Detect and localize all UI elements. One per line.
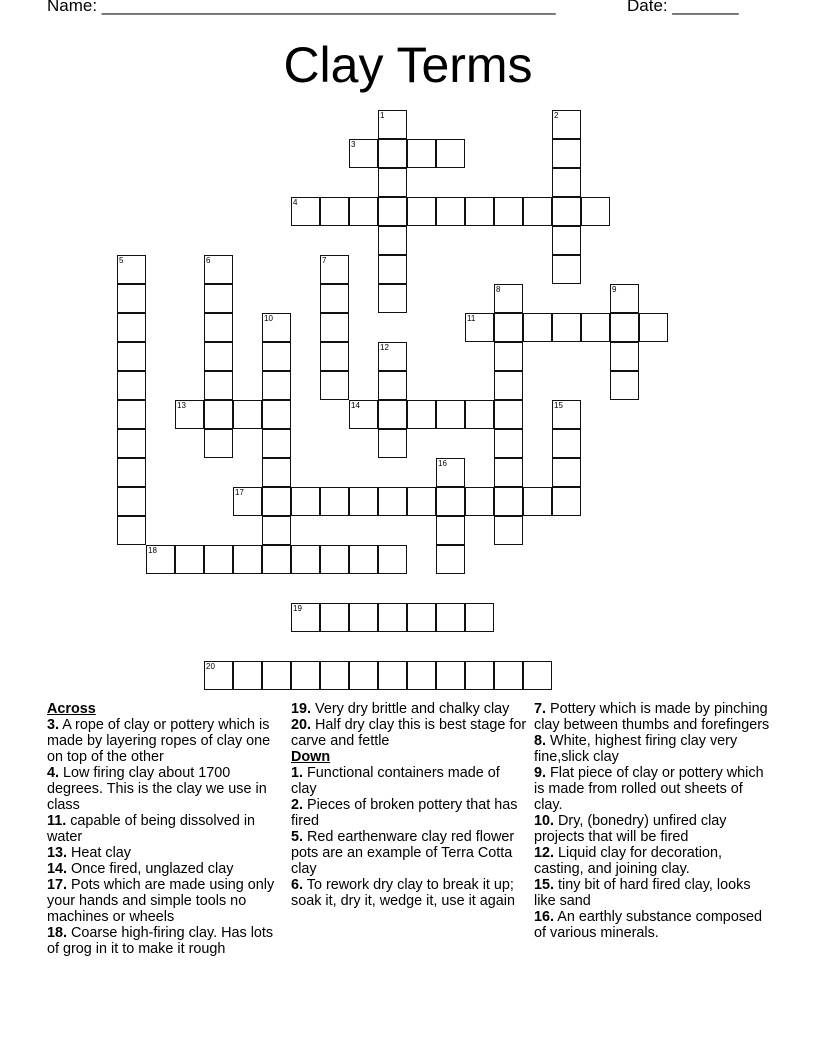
grid-cell[interactable]	[523, 313, 552, 342]
grid-cell[interactable]	[494, 458, 523, 487]
grid-cell[interactable]	[436, 458, 465, 487]
grid-cell[interactable]	[494, 429, 523, 458]
cell-number: 8	[496, 285, 501, 294]
clue-across-20: 20. Half dry clay this is best stage for carve and fettle	[291, 717, 527, 749]
cell-number: 6	[206, 256, 211, 265]
grid-cell[interactable]	[204, 342, 233, 371]
grid-cell[interactable]	[262, 458, 291, 487]
grid-cell[interactable]	[494, 313, 523, 342]
clue-text: Low firing clay about 1700 degrees. This is the clay we use in class	[47, 765, 267, 813]
grid-cell[interactable]	[320, 487, 349, 516]
clue-text: Once fired, unglazed clay	[71, 861, 234, 877]
grid-cell[interactable]	[436, 545, 465, 574]
clue-number: 3	[47, 717, 56, 733]
grid-cell[interactable]	[146, 545, 175, 574]
grid-cell[interactable]	[407, 400, 436, 429]
grid-cell[interactable]	[465, 313, 494, 342]
grid-cell[interactable]	[204, 313, 233, 342]
grid-cell[interactable]	[436, 516, 465, 545]
clue-number: 11	[47, 813, 63, 829]
grid-cell[interactable]	[378, 400, 407, 429]
grid-cell[interactable]	[291, 545, 320, 574]
grid-cell[interactable]	[436, 197, 465, 226]
grid-cell[interactable]	[117, 313, 146, 342]
grid-cell[interactable]	[552, 400, 581, 429]
grid-cell[interactable]	[233, 545, 262, 574]
grid-cell[interactable]	[610, 371, 639, 400]
down-heading: Down	[291, 749, 331, 765]
grid-cell[interactable]	[262, 371, 291, 400]
across-heading: Across	[47, 701, 96, 717]
clue-down-5: 5. Red earthenware clay red flower pots are an example of Terra Cotta clay	[291, 829, 515, 877]
grid-cell[interactable]	[378, 139, 407, 168]
cell-number: 5	[119, 256, 124, 265]
clue-down-8: 8. White, highest firing clay very fine,slick clay	[534, 733, 738, 765]
grid-cell[interactable]	[552, 429, 581, 458]
grid-cell[interactable]	[117, 284, 146, 313]
clue-text: Functional containers made of clay	[291, 765, 500, 797]
grid-cell[interactable]	[378, 226, 407, 255]
grid-cell[interactable]	[117, 429, 146, 458]
clue-across-14: 14. Once fired, unglazed clay	[47, 861, 234, 877]
grid-cell[interactable]	[407, 487, 436, 516]
clue-down-2: 2. Pieces of broken pottery that has fired	[291, 797, 518, 829]
grid-cell[interactable]	[291, 661, 320, 690]
clue-across-18: 18. Coarse high-firing clay. Has lots of grog in it to make it rough	[47, 925, 274, 957]
clue-column-3	[534, 701, 770, 941]
grid-cell[interactable]	[320, 255, 349, 284]
grid-cell[interactable]	[262, 487, 291, 516]
name-blank[interactable]: ________________________________________________	[101, 0, 556, 15]
grid-cell[interactable]	[117, 342, 146, 371]
clue-down-15: 15. tiny bit of hard fired clay, looks like sand	[534, 877, 751, 909]
grid-cell[interactable]	[117, 371, 146, 400]
grid-cell[interactable]	[552, 197, 581, 226]
cell-number: 15	[554, 401, 563, 410]
clue-text: A rope of clay or pottery which is made by layering ropes of clay one on top of the other	[47, 717, 271, 765]
clue-number: 5	[291, 829, 300, 845]
grid-cell[interactable]	[262, 342, 291, 371]
grid-cell[interactable]	[204, 400, 233, 429]
grid-cell[interactable]	[117, 255, 146, 284]
grid-cell[interactable]	[349, 545, 378, 574]
grid-cell[interactable]	[204, 661, 233, 690]
grid-cell[interactable]	[465, 661, 494, 690]
grid-cell[interactable]	[465, 400, 494, 429]
cell-number: 17	[235, 488, 244, 497]
grid-cell[interactable]	[494, 371, 523, 400]
grid-cell[interactable]	[494, 516, 523, 545]
grid-cell[interactable]	[407, 661, 436, 690]
grid-cell[interactable]	[262, 313, 291, 342]
cell-number: 3	[351, 140, 356, 149]
grid-cell[interactable]	[378, 342, 407, 371]
cell-number: 19	[293, 604, 302, 613]
grid-cell[interactable]	[204, 545, 233, 574]
grid-cell[interactable]	[175, 545, 204, 574]
clue-down-7: 7. Pottery which is made by pinching clay between thumbs and forefingers	[534, 701, 770, 733]
clue-number: 7	[534, 701, 543, 717]
grid-cell[interactable]	[436, 139, 465, 168]
grid-cell[interactable]	[291, 487, 320, 516]
clue-number: 20	[291, 717, 308, 733]
grid-cell[interactable]	[320, 342, 349, 371]
grid-cell[interactable]	[494, 342, 523, 371]
clue-number: 18	[47, 925, 64, 941]
grid-cell[interactable]	[117, 516, 146, 545]
clue-number: 10	[534, 813, 551, 829]
clue-down-1: 1. Functional containers made of clay	[291, 765, 500, 797]
clue-number: 9	[534, 765, 543, 781]
grid-cell[interactable]	[291, 197, 320, 226]
clue-text: Pottery which is made by pinching clay between thumbs and forefingers	[534, 701, 770, 733]
grid-cell[interactable]	[494, 487, 523, 516]
grid-cell[interactable]	[523, 661, 552, 690]
grid-cell[interactable]	[378, 197, 407, 226]
grid-cell[interactable]	[552, 226, 581, 255]
grid-cell[interactable]	[378, 371, 407, 400]
grid-cell[interactable]	[378, 545, 407, 574]
clue-number: 14	[47, 861, 64, 877]
clue-text: tiny bit of hard fired clay, looks like sand	[534, 877, 751, 909]
grid-cell[interactable]	[320, 284, 349, 313]
cell-number: 7	[322, 256, 327, 265]
grid-cell[interactable]	[320, 603, 349, 632]
clue-number: 1	[291, 765, 300, 781]
grid-cell[interactable]	[262, 400, 291, 429]
grid-cell[interactable]	[349, 661, 378, 690]
clue-number: 2	[291, 797, 300, 813]
grid-cell[interactable]	[523, 197, 552, 226]
grid-cell[interactable]	[349, 603, 378, 632]
clue-number: 4	[47, 765, 56, 781]
clue-text: Red earthenware clay red flower pots are an example of Terra Cotta clay	[291, 829, 515, 877]
clue-down-6: 6. To rework dry clay to break it up; soak it, dry it, wedge it, use it again	[291, 877, 515, 909]
grid-cell[interactable]	[291, 603, 320, 632]
grid-cell[interactable]	[233, 400, 262, 429]
clue-number: 8	[534, 733, 543, 749]
grid-cell[interactable]	[407, 197, 436, 226]
clue-down-9: 9. Flat piece of clay or pottery which is made from rolled out sheets of clay.	[534, 765, 764, 813]
grid-cell[interactable]	[436, 400, 465, 429]
grid-cell[interactable]	[407, 603, 436, 632]
grid-cell[interactable]	[581, 313, 610, 342]
clue-text: Liquid clay for decoration, casting, and joining clay.	[534, 845, 723, 877]
clue-text: White, highest firing clay very fine,slick clay	[534, 733, 738, 765]
clue-text: Pieces of broken pottery that has fired	[291, 797, 518, 829]
date-label: Date:	[627, 0, 673, 15]
clue-across-13: 13. Heat clay	[47, 845, 132, 861]
grid-cell[interactable]	[494, 284, 523, 313]
grid-cell[interactable]	[378, 603, 407, 632]
grid-cell[interactable]	[552, 487, 581, 516]
name-label: Name:	[47, 0, 102, 15]
grid-cell[interactable]	[204, 371, 233, 400]
cell-number: 11	[467, 314, 476, 323]
clue-number: 19	[291, 701, 308, 717]
cell-number: 18	[148, 546, 157, 555]
grid-cell[interactable]	[175, 400, 204, 429]
cell-number: 14	[351, 401, 360, 410]
clue-column-2	[291, 701, 527, 909]
grid-cell[interactable]	[204, 255, 233, 284]
clue-number: 6	[291, 877, 300, 893]
grid-cell[interactable]	[610, 313, 639, 342]
grid-cell[interactable]	[378, 487, 407, 516]
clue-across-19: 19. Very dry brittle and chalky clay	[291, 701, 510, 717]
clue-column-1	[47, 701, 283, 957]
grid-cell[interactable]	[349, 139, 378, 168]
clue-text: Dry, (bonedry) unfired clay projects that will be fired	[534, 813, 727, 845]
cell-number: 10	[264, 314, 273, 323]
grid-cell[interactable]	[320, 313, 349, 342]
cell-number: 1	[380, 111, 385, 120]
grid-cell[interactable]	[465, 197, 494, 226]
grid-cell[interactable]	[610, 342, 639, 371]
clue-text: Coarse high-firing clay. Has lots of grog in it to make it rough	[47, 925, 274, 957]
grid-cell[interactable]	[378, 661, 407, 690]
clue-text: Very dry brittle and chalky clay	[315, 701, 510, 717]
clue-across-3: 3. A rope of clay or pottery which is made by layering ropes of clay one on top of the other	[47, 717, 271, 765]
grid-cell[interactable]	[320, 545, 349, 574]
grid-cell[interactable]	[436, 603, 465, 632]
cell-number: 9	[612, 285, 617, 294]
cell-number: 16	[438, 459, 447, 468]
grid-cell[interactable]	[494, 400, 523, 429]
grid-cell[interactable]	[320, 371, 349, 400]
grid-cell[interactable]	[320, 197, 349, 226]
clue-text: Pots which are made using only your hands and simple tools no machines or wheels	[47, 877, 275, 925]
grid-cell[interactable]	[610, 284, 639, 313]
grid-cell[interactable]	[552, 313, 581, 342]
grid-cell[interactable]	[552, 255, 581, 284]
grid-cell[interactable]	[320, 661, 349, 690]
grid-cell[interactable]	[552, 458, 581, 487]
clue-number: 12	[534, 845, 551, 861]
grid-cell[interactable]	[262, 661, 291, 690]
grid-cell[interactable]	[349, 400, 378, 429]
cell-number: 12	[380, 343, 389, 352]
grid-cell[interactable]	[262, 429, 291, 458]
clue-text: An earthly substance composed of various minerals.	[534, 909, 763, 941]
clue-text: To rework dry clay to break it up; soak it, dry it, wedge it, use it again	[291, 877, 515, 909]
clue-across-17: 17. Pots which are made using only your hands and simple tools no machines or wheels	[47, 877, 275, 925]
grid-cell[interactable]	[378, 255, 407, 284]
grid-cell[interactable]	[436, 487, 465, 516]
grid-cell[interactable]	[639, 313, 668, 342]
clue-across-4: 4. Low firing clay about 1700 degrees. This is the clay we use in class	[47, 765, 267, 813]
grid-cell[interactable]	[204, 429, 233, 458]
grid-cell[interactable]	[117, 400, 146, 429]
clue-number: 16	[534, 909, 551, 925]
grid-cell[interactable]	[117, 487, 146, 516]
grid-cell[interactable]	[349, 197, 378, 226]
grid-cell[interactable]	[465, 487, 494, 516]
grid-cell[interactable]	[581, 197, 610, 226]
grid-cell[interactable]	[465, 603, 494, 632]
grid-cell[interactable]	[233, 661, 262, 690]
clue-text: Flat piece of clay or pottery which is made from rolled out sheets of clay.	[534, 765, 764, 813]
grid-cell[interactable]	[552, 139, 581, 168]
clue-text: Heat clay	[71, 845, 132, 861]
grid-cell[interactable]	[494, 197, 523, 226]
grid-cell[interactable]	[378, 110, 407, 139]
page-title: Clay Terms	[283, 37, 533, 93]
date-blank[interactable]: _______	[672, 0, 739, 15]
clue-down-16: 16. An earthly substance composed of various minerals.	[534, 909, 763, 941]
grid-cell[interactable]	[436, 661, 465, 690]
clue-down-10: 10. Dry, (bonedry) unfired clay projects that will be fired	[534, 813, 727, 845]
clue-number: 17	[47, 877, 64, 893]
grid-cell[interactable]	[407, 139, 436, 168]
cell-number: 4	[293, 198, 298, 207]
grid-cell[interactable]	[378, 284, 407, 313]
grid-cell[interactable]	[494, 661, 523, 690]
cell-number: 20	[206, 662, 215, 671]
cell-number: 2	[554, 111, 559, 120]
grid-cell[interactable]	[378, 168, 407, 197]
clue-across-11: 11. capable of being dissolved in water	[47, 813, 256, 845]
grid-cell[interactable]	[349, 487, 378, 516]
clue-number: 15	[534, 877, 551, 893]
clue-number: 13	[47, 845, 64, 861]
grid-cell[interactable]	[117, 458, 146, 487]
grid-cell[interactable]	[204, 284, 233, 313]
clue-down-12: 12. Liquid clay for decoration, casting, and joining clay.	[534, 845, 723, 877]
grid-cell[interactable]	[262, 516, 291, 545]
cell-number: 13	[177, 401, 186, 410]
grid-cell[interactable]	[552, 110, 581, 139]
grid-cell[interactable]	[378, 429, 407, 458]
clue-text: Half dry clay this is best stage for carve and fettle	[291, 717, 527, 749]
grid-cell[interactable]	[552, 168, 581, 197]
clue-text: capable of being dissolved in water	[47, 813, 256, 845]
grid-cell[interactable]	[262, 545, 291, 574]
grid-cell[interactable]	[233, 487, 262, 516]
grid-cell[interactable]	[523, 487, 552, 516]
